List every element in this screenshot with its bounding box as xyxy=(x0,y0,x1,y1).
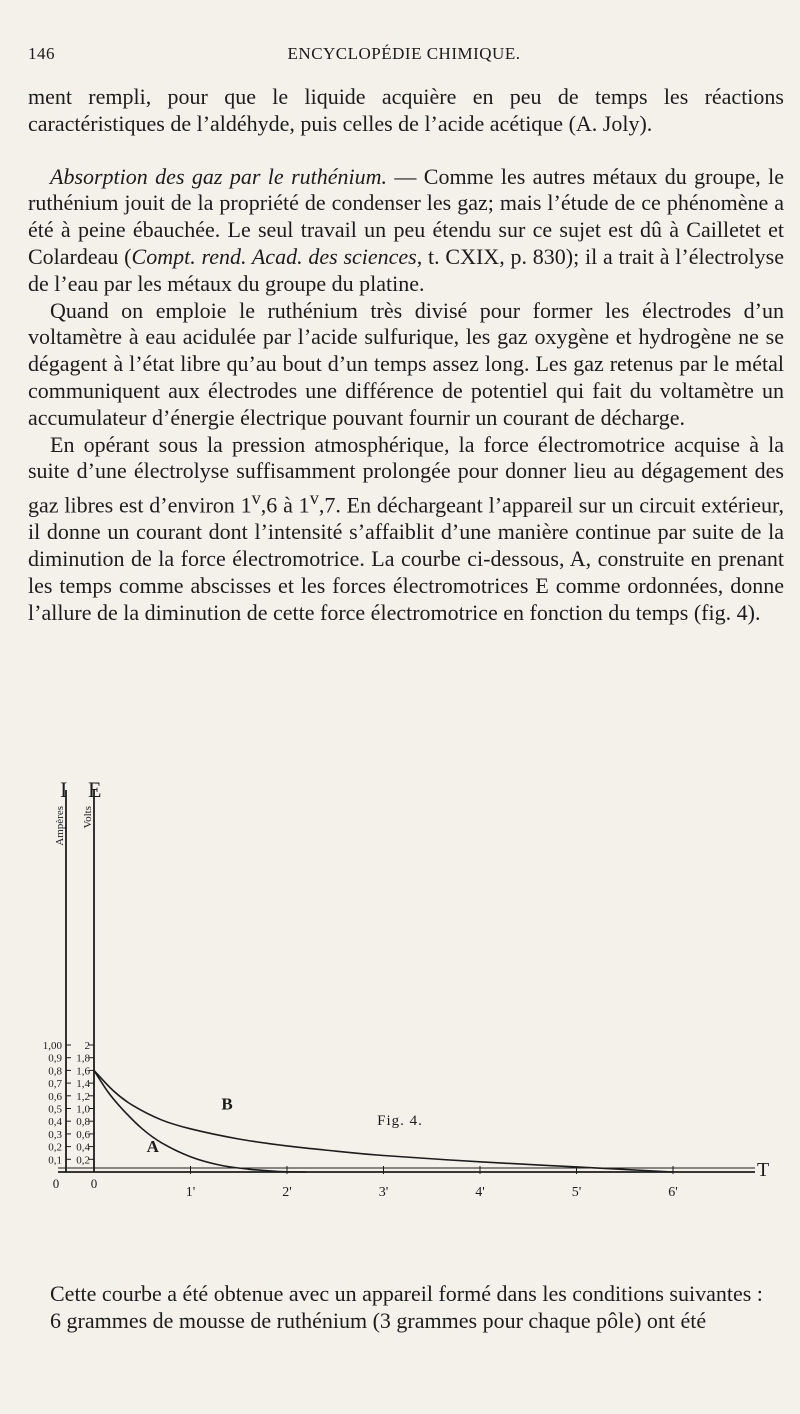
paragraph-absorption xyxy=(28,164,784,298)
paragraph-text: En opérant sous la pression atmosphérique, la force électromotrice acquise à la suite d’une électrolyse suffisamment prolongée pour donner lieu au dégagement des gaz libres est d’environ 1 xyxy=(28,431,784,518)
y-tick-amperes-label: 0,3 xyxy=(48,1128,62,1141)
paragraph-text: — Comme les autres métaux du groupe, le ruthénium jouit de la propriété de condenser les gaz; mais l’étude de ce phénomène a été à peine ébauchée. Le seul travail un peu étendu sur ce sujet est dû à Cailletet et Colardeau ( xyxy=(28,163,784,269)
paragraph-conditions: Cette courbe a été obtenue avec un appareil formé dans les conditions suivantes : xyxy=(50,1281,763,1306)
x-tick-label: 6' xyxy=(668,1185,678,1200)
paragraph-pressure xyxy=(28,432,784,627)
paragraph-grams: 6 grammes de mousse de ruthénium (3 grammes pour chaque pôle) ont été xyxy=(50,1307,707,1333)
y-tick-volts-label: 1,4 xyxy=(76,1078,90,1091)
y-tick-amperes-label: 0,9 xyxy=(48,1052,62,1065)
y-tick-amperes-label: 0,6 xyxy=(48,1090,62,1103)
y-tick-amperes-label: 0,1 xyxy=(48,1154,62,1167)
figure-4-chart xyxy=(0,770,800,1200)
x-tick-label: 3' xyxy=(378,1185,389,1200)
running-title: ENCYCLOPÉDIE CHIMIQUE. xyxy=(287,44,521,63)
origin-I-label: 0 xyxy=(52,1176,60,1191)
paragraph-voltameter: Quand on emploie le ruthénium très divisé pour former les électrodes d’un voltamètre à eau acidulée par l’acide sulfurique, les gaz oxygène et hydrogène ne se dégagent à l’état libre qu’au bout d’un temps assez long. Les gaz retenus par le métal communiquent aux électrodes une différence de potentiel qui fait du voltamètre un accumulateur d’énergie électrique pouvant fournir un courant de décharge. xyxy=(28,297,784,430)
x-tick-label: 1' xyxy=(185,1185,196,1200)
y-tick-amperes-label: 0,2 xyxy=(48,1141,62,1154)
running-header xyxy=(28,44,780,72)
unit-volts-label: Volts xyxy=(82,806,94,829)
y-tick-volts-label: 2 xyxy=(84,1040,90,1052)
y-tick-amperes-label: 1,00 xyxy=(42,1040,62,1052)
page-number: 146 xyxy=(28,44,55,63)
y-tick-amperes-label: 0,4 xyxy=(48,1116,62,1129)
y-tick-volts-label: 1,0 xyxy=(76,1103,90,1116)
axis-T-label: T xyxy=(757,1159,770,1181)
section-title: Absorption des gaz par le ruthénium. xyxy=(50,163,388,189)
y-tick-volts-label: 1,8 xyxy=(76,1052,90,1065)
paragraph-text: , t. CXIX, p. 830); il a trait à l’électrolyse de l’eau par les métaux du groupe du platine. xyxy=(28,243,785,296)
y-tick-volts-label: 1,2 xyxy=(76,1090,90,1103)
x-tick-label: 2' xyxy=(282,1185,292,1200)
figure-caption: Fig. 4. xyxy=(377,1113,423,1129)
unit-superscript: v xyxy=(251,488,261,509)
y-tick-amperes-label: 0,7 xyxy=(48,1078,62,1091)
citation-journal: Compt. rend. Acad. des sciences xyxy=(131,243,417,269)
paragraph-text: ,7. En déchargeant l’appareil sur un circuit extérieur, il donne un courant dont l’intensité s’affaiblit d’une manière continue par suite de la diminution de la force électromotrice. La courbe ci-dessous, A, construite en prenant les temps comme abscisses et les forces électromotrices E comme ordonnées, donne l’allure de la diminution de cette force électromotrice en fonction du temps (fig. 4). xyxy=(28,492,784,625)
x-tick-label: 4' xyxy=(475,1185,485,1200)
y-tick-volts-label: 0,6 xyxy=(76,1128,90,1141)
y-tick-amperes-label: 0,5 xyxy=(48,1103,62,1116)
paragraph-continuation: ment rempli, pour que le liquide acquière en peu de temps les réactions caractéristiques de l’aldéhyde, puis celles de l’acide acétique (A. Joly). xyxy=(28,84,784,136)
x-tick-label: 5' xyxy=(571,1185,582,1200)
curve-B-label: B xyxy=(221,1094,233,1114)
paragraph-text: ,6 à 1 xyxy=(260,492,310,518)
unit-amperes-label: Ampères xyxy=(54,806,66,846)
body-text-bottom xyxy=(28,1281,784,1335)
y-tick-amperes-label: 0,8 xyxy=(48,1065,62,1078)
unit-superscript: v xyxy=(309,488,319,509)
y-tick-volts-label: 0,2 xyxy=(76,1154,90,1167)
y-tick-volts-label: 1,6 xyxy=(76,1065,90,1078)
body-text-top xyxy=(28,84,784,626)
axis-I-label: I xyxy=(60,777,68,802)
y-tick-volts-label: 0,8 xyxy=(76,1116,90,1129)
y-tick-volts-label: 0,4 xyxy=(76,1141,90,1154)
origin-E-label: 0 xyxy=(90,1176,98,1191)
axis-E-label: E xyxy=(88,777,102,802)
curve-A-label: A xyxy=(146,1136,159,1156)
